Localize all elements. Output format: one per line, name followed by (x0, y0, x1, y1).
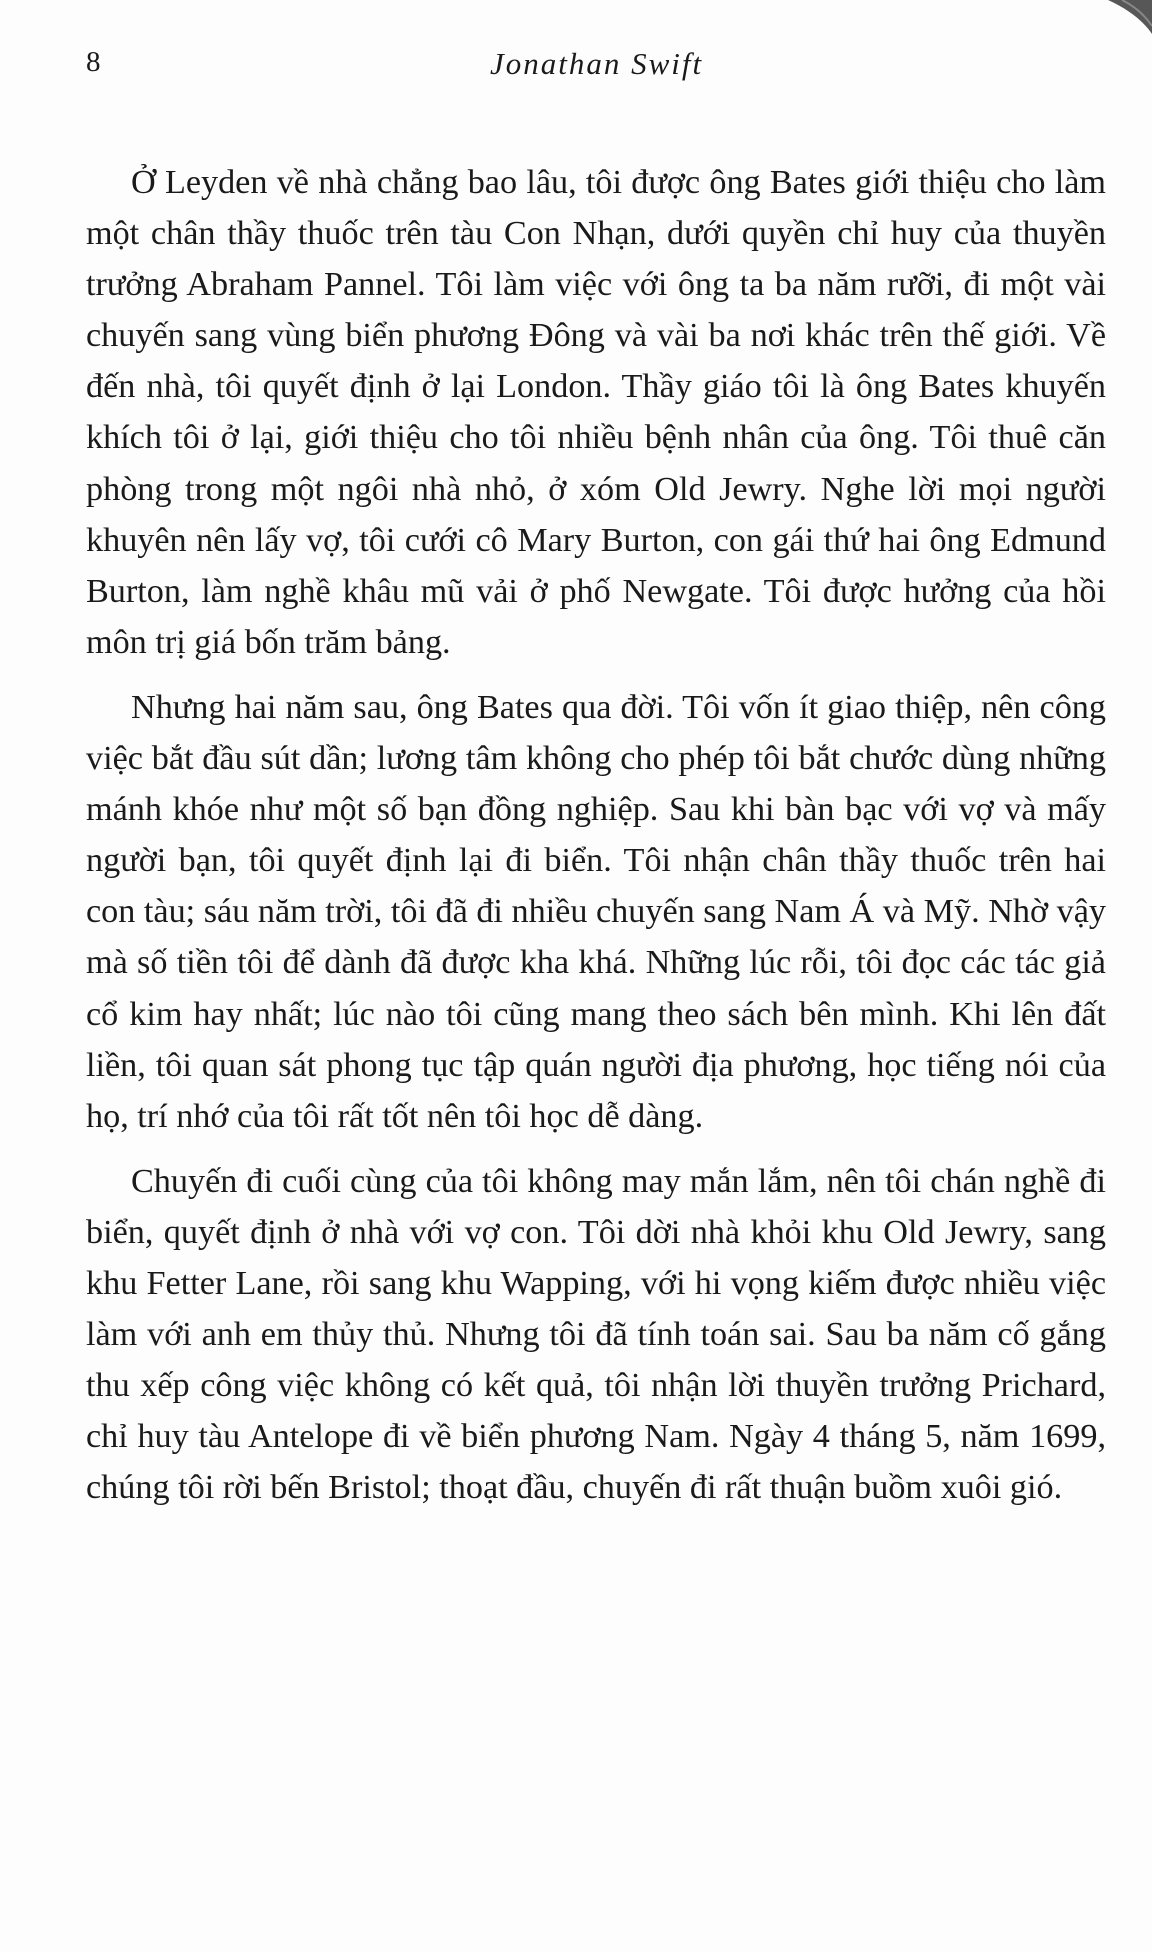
page-header (86, 40, 1092, 100)
paragraph-3: Chuyến đi cuối cùng của tôi không may mắn lắm, nên tôi chán nghề đi biển, quyết định ở nhà với vợ con. Tôi dời nhà khỏi khu Old Jewry, sang khu Fetter Lane, rồi sang khu Wapping, với hi vọng kiếm được nhiều việc làm với anh em thủy thủ. Nhưng tôi đã tính toán sai. Sau ba năm cố gắng thu xếp công việc không có kết quả, tôi nhận lời thuyền trưởng Prichard, chỉ huy tàu Antelope đi về biển phương Nam. Ngày 4 tháng 5, năm 1699, chúng tôi rời bến Bristol; thoạt đầu, chuyến đi rất thuận buồm xuôi gió. (86, 1162, 1106, 1507)
body-text (86, 157, 1106, 1527)
page-number: 8 (86, 46, 101, 78)
page-corner-mark (1108, 0, 1152, 36)
paragraph-1: Ở Leyden về nhà chẳng bao lâu, tôi được ông Bates giới thiệu cho làm một chân thầy thuốc trên tàu Con Nhạn, dưới quyền chỉ huy của thuyền trưởng Abraham Pannel. Tôi làm việc với ông ta ba năm rưỡi, đi một vài chuyến sang vùng biển phương Đông và vài ba nơi khác trên thế giới. Về đến nhà, tôi quyết định ở lại London. Thầy giáo tôi là ông Bates khuyến khích tôi ở lại, giới thiệu cho tôi nhiều bệnh nhân của ông. Tôi thuê căn phòng trong một ngôi nhà nhỏ, ở xóm Old Jewry. Nghe lời mọi người khuyên nên lấy vợ, tôi cưới cô Mary Burton, con gái thứ hai ông Edmund Burton, làm nghề khâu mũ vải ở phố Newgate. Tôi được hưởng của hồi môn trị giá bốn trăm bảng. (86, 164, 1106, 661)
paragraph-2: Nhưng hai năm sau, ông Bates qua đời. Tôi vốn ít giao thiệp, nên công việc bắt đầu sút dần; lương tâm không cho phép tôi bắt chước dùng những mánh khóe như một số bạn đồng nghiệp. Sau khi bàn bạc với vợ và mấy người bạn, tôi quyết định lại đi biển. Tôi nhận chân thầy thuốc trên hai con tàu; sáu năm trời, tôi đã đi nhiều chuyến sang Nam Á và Mỹ. Nhờ vậy mà số tiền tôi để dành đã được kha khá. Những lúc rỗi, tôi đọc các tác giả cổ kim hay nhất; lúc nào tôi cũng mang theo sách bên mình. Khi lên đất liền, tôi quan sát phong tục tập quán người địa phương, học tiếng nói của họ, trí nhớ của tôi rất tốt nên tôi học dễ dàng. (86, 688, 1106, 1135)
running-head: Jonathan Swift (490, 46, 704, 81)
